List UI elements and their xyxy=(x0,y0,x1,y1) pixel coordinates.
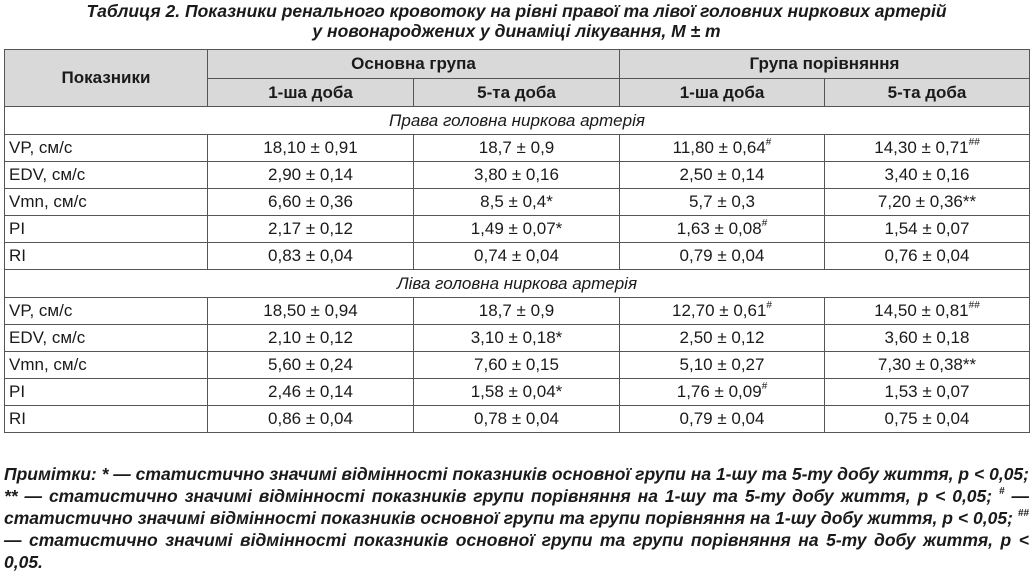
value-cell xyxy=(620,298,825,325)
header-main-day1: 1-ша доба xyxy=(208,79,414,107)
value-cell xyxy=(620,216,825,243)
value-cell xyxy=(825,189,1030,216)
row-label: PI xyxy=(5,379,208,406)
value-cell xyxy=(825,379,1030,406)
value-cell xyxy=(414,352,620,379)
value-cell xyxy=(414,298,620,325)
table-caption xyxy=(0,0,1033,42)
cell-value: 18,7 ± 0,9 xyxy=(478,138,555,157)
value-cell xyxy=(825,162,1030,189)
cell-value: 3,40 ± 0,16 xyxy=(884,165,970,184)
value-cell xyxy=(414,325,620,352)
significance-mark: # xyxy=(761,218,768,230)
cell-value: 7,30 ± 0,38** xyxy=(877,355,977,374)
value-cell xyxy=(620,406,825,433)
header-main-day5: 5-та доба xyxy=(414,79,620,107)
cell-value: 0,83 ± 0,04 xyxy=(268,246,353,265)
cell-value: 2,10 ± 0,12 xyxy=(268,328,353,347)
notes-part-3: — статистично значимі відмінності показників основної групи та групи порівняння на 5-ту добу життя, р < 0,05. xyxy=(4,530,1029,572)
value-cell xyxy=(414,216,620,243)
table-row xyxy=(5,216,1030,243)
cell-value: 3,10 ± 0,18* xyxy=(470,328,563,347)
row-label: Vmn, см/с xyxy=(5,189,208,216)
significance-mark: ## xyxy=(968,137,980,149)
value-cell xyxy=(825,298,1030,325)
significance-mark: # xyxy=(766,300,772,312)
value-cell xyxy=(620,243,825,270)
cell-value: 6,60 ± 0,36 xyxy=(268,192,353,211)
value-cell xyxy=(825,243,1030,270)
table-row xyxy=(5,406,1030,433)
cell-value: 5,10 ± 0,27 xyxy=(679,355,765,374)
table-notes xyxy=(4,463,1029,573)
cell-value: 0,75 ± 0,04 xyxy=(884,409,970,428)
cell-value: 5,7 ± 0,3 xyxy=(688,192,756,211)
renal-bloodflow-table xyxy=(4,49,1030,433)
table-row xyxy=(5,243,1030,270)
table-row xyxy=(5,298,1030,325)
cell-value: 1,54 ± 0,07 xyxy=(884,219,970,238)
notes-mark-1: # xyxy=(999,486,1005,498)
value-cell xyxy=(208,379,414,406)
value-cell xyxy=(620,162,825,189)
cell-value: 0,74 ± 0,04 xyxy=(474,246,559,265)
value-cell xyxy=(208,216,414,243)
cell-value: 18,10 ± 0,91 xyxy=(263,138,358,157)
value-cell xyxy=(620,325,825,352)
table-row xyxy=(5,135,1030,162)
cell-value: 18,50 ± 0,94 xyxy=(263,301,358,320)
value-cell xyxy=(414,406,620,433)
cell-value: 18,7 ± 0,9 xyxy=(478,301,555,320)
cell-value: 0,86 ± 0,04 xyxy=(268,409,353,428)
value-cell xyxy=(208,352,414,379)
section-row xyxy=(5,270,1030,298)
value-cell xyxy=(208,298,414,325)
value-cell xyxy=(825,135,1030,162)
table-body xyxy=(5,107,1030,433)
row-label: Vmn, см/с xyxy=(5,352,208,379)
value-cell xyxy=(620,135,825,162)
table-row xyxy=(5,379,1030,406)
value-cell xyxy=(208,162,414,189)
row-label: EDV, см/с xyxy=(5,325,208,352)
caption-line-2: у новонароджених у динаміці лікування, М ± m xyxy=(312,21,721,41)
cell-value: 2,46 ± 0,14 xyxy=(268,382,353,401)
notes-part-1: Примітки: * — статистично значимі відмінності показників основної групи на 1-шу та 5-ту добу життя, р < 0,05; ** — статистично значимі відмінності показників групи порівняння на 1-шу та 5-ту добу життя, р < 0,05; xyxy=(4,464,1029,506)
value-cell xyxy=(825,216,1030,243)
notes-mark-2: ## xyxy=(1017,508,1029,520)
value-cell xyxy=(208,406,414,433)
value-cell xyxy=(825,325,1030,352)
table-row xyxy=(5,162,1030,189)
header-row-groups xyxy=(5,50,1030,79)
header-indicators: Показники xyxy=(5,50,208,107)
value-cell xyxy=(620,352,825,379)
cell-value: 1,76 ± 0,09 xyxy=(676,382,762,401)
table-row xyxy=(5,189,1030,216)
value-cell xyxy=(208,243,414,270)
row-label: RI xyxy=(5,243,208,270)
significance-mark: ## xyxy=(968,300,980,312)
table-row xyxy=(5,352,1030,379)
notes-part-2: — статистично значимі відмінності показників основної групи та групи порівняння на 1-шу добу життя, р < 0,05; xyxy=(4,486,1029,528)
cell-value: 3,60 ± 0,18 xyxy=(884,328,970,347)
section-title: Ліва головна ниркова артерія xyxy=(5,270,1030,298)
header-comparison-day1: 1-ша доба xyxy=(620,79,825,107)
cell-value: 0,79 ± 0,04 xyxy=(679,246,765,265)
table-row xyxy=(5,325,1030,352)
significance-mark: # xyxy=(761,381,768,393)
cell-value: 0,79 ± 0,04 xyxy=(679,409,765,428)
cell-value: 2,50 ± 0,14 xyxy=(679,165,765,184)
cell-value: 2,17 ± 0,12 xyxy=(268,219,353,238)
value-cell xyxy=(414,162,620,189)
cell-value: 14,30 ± 0,71 xyxy=(874,138,969,157)
cell-value: 0,78 ± 0,04 xyxy=(474,409,559,428)
value-cell xyxy=(414,135,620,162)
cell-value: 3,80 ± 0,16 xyxy=(474,165,559,184)
value-cell xyxy=(208,135,414,162)
row-label: VP, см/с xyxy=(5,298,208,325)
row-label: EDV, см/с xyxy=(5,162,208,189)
cell-value: 7,60 ± 0,15 xyxy=(474,355,559,374)
value-cell xyxy=(414,189,620,216)
cell-value: 12,70 ± 0,61 xyxy=(672,301,767,320)
cell-value: 0,76 ± 0,04 xyxy=(884,246,970,265)
row-label: PI xyxy=(5,216,208,243)
cell-value: 1,49 ± 0,07* xyxy=(470,219,563,238)
section-row xyxy=(5,107,1030,135)
value-cell xyxy=(414,379,620,406)
cell-value: 2,50 ± 0,12 xyxy=(679,328,765,347)
header-main-group: Основна група xyxy=(208,50,620,79)
value-cell xyxy=(414,243,620,270)
cell-value: 1,53 ± 0,07 xyxy=(884,382,970,401)
cell-value: 5,60 ± 0,24 xyxy=(268,355,353,374)
row-label: VP, см/с xyxy=(5,135,208,162)
cell-value: 2,90 ± 0,14 xyxy=(268,165,353,184)
caption-line-1: Таблиця 2. Показники ренального кровотоку на рівні правої та лівої головних ниркових артерій xyxy=(86,1,947,21)
row-label: RI xyxy=(5,406,208,433)
value-cell xyxy=(825,406,1030,433)
value-cell xyxy=(208,325,414,352)
value-cell xyxy=(825,352,1030,379)
header-comparison-group: Група порівняння xyxy=(620,50,1030,79)
value-cell xyxy=(208,189,414,216)
header-comparison-day5: 5-та доба xyxy=(825,79,1030,107)
section-title: Права головна ниркова артерія xyxy=(5,107,1030,135)
cell-value: 14,50 ± 0,81 xyxy=(874,301,969,320)
cell-value: 8,5 ± 0,4* xyxy=(480,192,553,211)
cell-value: 11,80 ± 0,64 xyxy=(672,138,766,157)
significance-mark: # xyxy=(765,137,772,149)
cell-value: 7,20 ± 0,36** xyxy=(877,192,977,211)
value-cell xyxy=(620,379,825,406)
cell-value: 1,58 ± 0,04* xyxy=(470,382,563,401)
value-cell xyxy=(620,189,825,216)
cell-value: 1,63 ± 0,08 xyxy=(676,219,762,238)
